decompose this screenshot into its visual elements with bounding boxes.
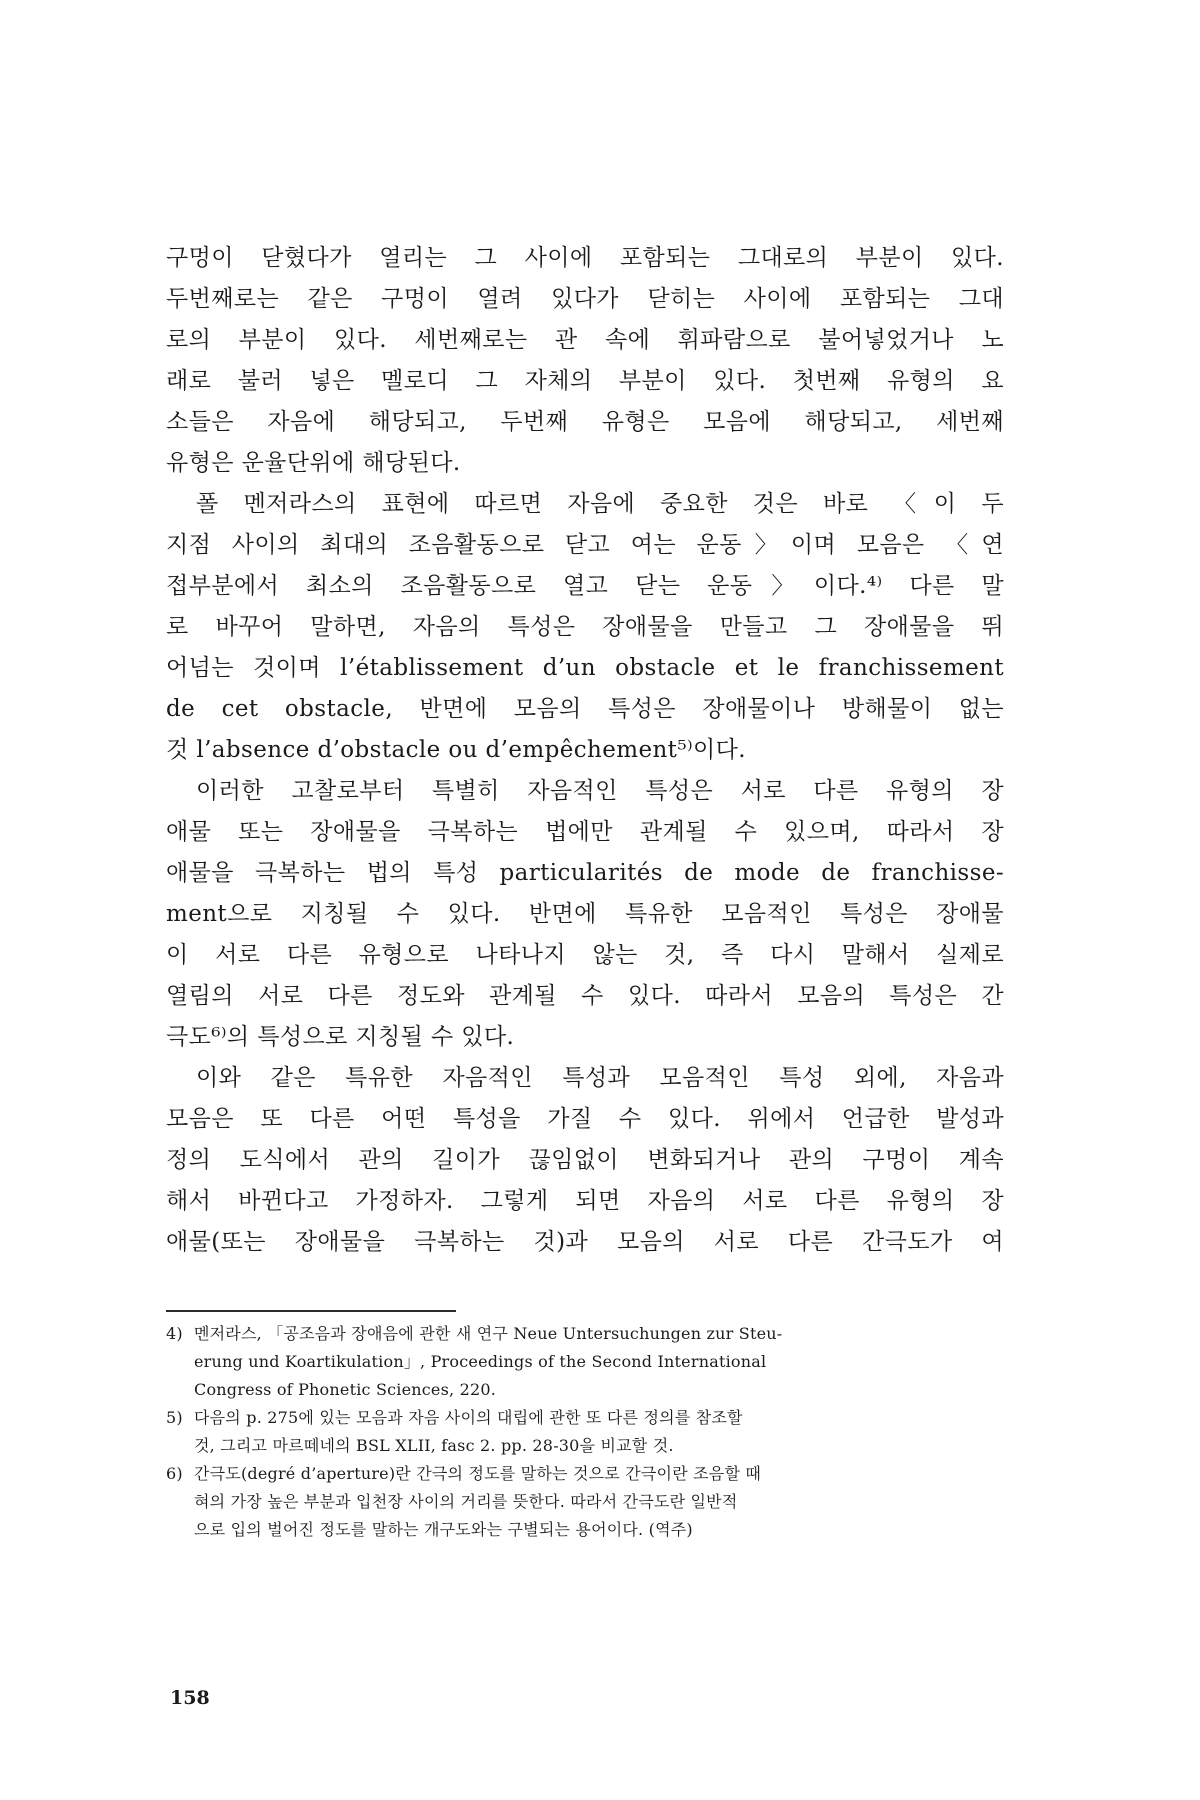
body-line: 폴 멘저라스의 표현에 따르면 자음에 중요한 것은 바로 〈이 두 <box>196 491 1004 517</box>
body-line: 이러한 고찰로부터 특별히 자음적인 특성은 서로 다른 유형의 장 <box>196 778 1004 804</box>
footnote-number: 6) <box>166 1464 183 1483</box>
page-number: 158 <box>170 1687 210 1709</box>
footnote-line <box>166 1320 1004 1348</box>
body-line: 모음은 또 다른 어떤 특성을 가질 수 있다. 위에서 언급한 발성과 <box>166 1106 1004 1132</box>
body-line: 유형은 운율단위에 해당된다. <box>166 450 461 476</box>
footnotes <box>166 1320 1004 1544</box>
body-line: 이와 같은 특유한 자음적인 특성과 모음적인 특성 외에, 자음과 <box>196 1065 1004 1091</box>
footnote-divider <box>166 1310 456 1312</box>
footnote-6 <box>166 1460 1004 1544</box>
body-line: 극도⁶⁾의 특성으로 지칭될 수 있다. <box>166 1024 515 1050</box>
footnote-line <box>166 1460 1004 1488</box>
body-line: 애물을 극복하는 법의 특성 particularités de mode de franchisse- <box>166 860 1004 886</box>
footnote-text: 간극도(degré d’aperture)란 간극의 정도를 말하는 것으로 간극이란 조음할 때 <box>194 1464 762 1483</box>
footnote-line: 것, 그리고 마르떼네의 BSL XLII, fasc 2. pp. 28-30을 비교할 것. <box>194 1436 674 1455</box>
footnote-line: Congress of Phonetic Sciences, 220. <box>194 1380 497 1399</box>
body-line: 애물(또는 장애물을 극복하는 것)과 모음의 서로 다른 간극도가 여 <box>166 1229 1004 1255</box>
body-line: 이 서로 다른 유형으로 나타나지 않는 것, 즉 다시 말해서 실제로 <box>166 942 1004 968</box>
footnote-text: 다음의 p. 275에 있는 모음과 자음 사이의 대립에 관한 또 다른 정의를 참조할 <box>194 1408 743 1427</box>
footnote-5 <box>166 1404 1004 1460</box>
body-line: 정의 도식에서 관의 길이가 끊임없이 변화되거나 관의 구멍이 계속 <box>166 1147 1004 1173</box>
footnote-line: erung und Koartikulation」, Proceedings of the Second International <box>194 1352 767 1371</box>
footnote-line: 혀의 가장 높은 부분과 입천장 사이의 거리를 뜻한다. 따라서 간극도란 일반적 <box>194 1492 738 1511</box>
body-line: ment으로 지칭될 수 있다. 반면에 특유한 모음적인 특성은 장애물 <box>166 901 1004 927</box>
body-line: de cet obstacle, 반면에 모음의 특성은 장애물이나 방해물이 없는 <box>166 696 1004 722</box>
body-line: 애물 또는 장애물을 극복하는 법에만 관계될 수 있으며, 따라서 장 <box>166 819 1004 845</box>
footnote-line: 으로 입의 벌어진 정도를 말하는 개구도와는 구별되는 용어이다. (역주) <box>194 1520 693 1539</box>
body-line: 어넘는 것이며 l’établissement d’un obstacle et le franchissement <box>166 655 1004 681</box>
footnote-4 <box>166 1320 1004 1404</box>
body-line: 지점 사이의 최대의 조음활동으로 닫고 여는 운동〉이며 모음은 〈연 <box>166 532 1004 558</box>
body-line: 로의 부분이 있다. 세번째로는 관 속에 휘파람으로 불어넣었거나 노 <box>166 327 1004 353</box>
body-line: 열림의 서로 다른 정도와 관계될 수 있다. 따라서 모음의 특성은 간 <box>166 983 1004 1009</box>
body-line: 소들은 자음에 해당되고, 두번째 유형은 모음에 해당되고, 세번째 <box>166 409 1004 435</box>
body-line: 두번째로는 같은 구멍이 열려 있다가 닫히는 사이에 포함되는 그대 <box>166 286 1004 312</box>
body-line: 구멍이 닫혔다가 열리는 그 사이에 포함되는 그대로의 부분이 있다. <box>166 245 1004 271</box>
body-text <box>166 238 1004 1263</box>
body-line: 접부분에서 최소의 조음활동으로 열고 닫는 운동〉이다.⁴⁾ 다른 말 <box>166 573 1004 599</box>
footnote-line <box>166 1404 1004 1432</box>
footnote-number: 4) <box>166 1324 183 1343</box>
footnote-text: 멘저라스, 「공조음과 장애음에 관한 새 연구 Neue Untersuchungen zur Steu- <box>194 1324 783 1343</box>
body-line: 래로 불러 넣은 멜로디 그 자체의 부분이 있다. 첫번째 유형의 요 <box>166 368 1004 394</box>
body-line: 것 l’absence d’obstacle ou d’empêchement⁵⁾이다. <box>166 737 746 763</box>
footnote-number: 5) <box>166 1408 183 1427</box>
body-line: 해서 바뀐다고 가정하자. 그렇게 되면 자음의 서로 다른 유형의 장 <box>166 1188 1004 1214</box>
body-line: 로 바꾸어 말하면, 자음의 특성은 장애물을 만들고 그 장애물을 뛰 <box>166 614 1004 640</box>
